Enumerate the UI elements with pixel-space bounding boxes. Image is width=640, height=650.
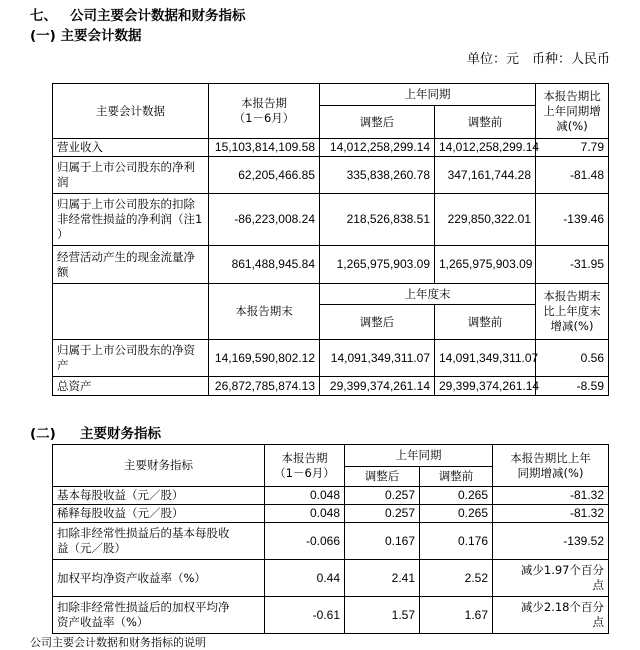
- accounting-data-table: [52, 83, 609, 396]
- table-row: [53, 246, 609, 284]
- cell-adjusted-after: 0.257: [345, 505, 420, 523]
- cell-adjusted-after: 0.257: [345, 487, 420, 505]
- table-row: [53, 377, 609, 396]
- cell-change: 7.79: [536, 139, 609, 157]
- cell-adjusted-before: 1.67: [420, 597, 493, 634]
- cell-adjusted-before: 347,161,744.28: [435, 157, 536, 194]
- table-row: [53, 194, 609, 246]
- row-label: 归属于上市公司股东的净利 润: [53, 157, 209, 194]
- table-row: [53, 157, 609, 194]
- cell-current: 0.44: [265, 560, 345, 597]
- cell-adjusted-before: 0.176: [420, 523, 493, 560]
- row-label: 加权平均净资产收益率（%）: [53, 560, 265, 597]
- cell-current: 26,872,785,874.13: [209, 377, 320, 396]
- header2-current: 本报告期末: [209, 284, 320, 340]
- cell-current: 861,488,945.84: [209, 246, 320, 284]
- header-last-year: 上年同期: [345, 445, 493, 467]
- cell-change: -81.32: [493, 505, 609, 523]
- cell-adjusted-after: 14,091,349,311.07: [320, 340, 435, 377]
- table-row: [53, 597, 609, 634]
- row-label: 基本每股收益（元／股）: [53, 487, 265, 505]
- header2-adjusted-after: 调整后: [320, 305, 435, 340]
- cell-change: 减少1.97个百分 点: [493, 560, 609, 597]
- cell-adjusted-after: 29,399,374,261.14: [320, 377, 435, 396]
- cell-adjusted-after: 218,526,838.51: [320, 194, 435, 246]
- cell-current: -86,223,008.24: [209, 194, 320, 246]
- row-label: 归属于上市公司股东的净资 产: [53, 340, 209, 377]
- table-row: [53, 487, 609, 505]
- cell-current: 14,169,590,802.12: [209, 340, 320, 377]
- header-current: 本报告期 （1－6月）: [265, 445, 345, 487]
- table-row: [53, 139, 609, 157]
- cell-change: -139.52: [493, 523, 609, 560]
- cell-change: -139.46: [536, 194, 609, 246]
- header-adjusted-before: 调整前: [435, 106, 536, 139]
- row-label: 总资产: [53, 377, 209, 396]
- cell-current: 62,205,466.85: [209, 157, 320, 194]
- header-adjusted-after: 调整后: [345, 467, 420, 487]
- cell-adjusted-before: 14,091,349,311.07: [435, 340, 536, 377]
- part2-heading: [30, 422, 161, 442]
- cell-adjusted-before: 2.52: [420, 560, 493, 597]
- cell-adjusted-after: 1,265,975,903.09: [320, 246, 435, 284]
- cell-change: 0.56: [536, 340, 609, 377]
- row-label: 营业收入: [53, 139, 209, 157]
- currency-unit: 单位：元 币种：人民币: [466, 52, 610, 67]
- section-heading: [30, 4, 246, 24]
- cell-change: -81.48: [536, 157, 609, 194]
- table-row: [53, 560, 609, 597]
- row-label: 经营活动产生的现金流量净 额: [53, 246, 209, 284]
- section-title: 公司主要会计数据和财务指标: [70, 8, 246, 24]
- header-change: 本报告期比上年 同期增减(%): [493, 445, 609, 487]
- table-row: [53, 523, 609, 560]
- cell-adjusted-before: 1,265,975,903.09: [435, 246, 536, 284]
- header-current: 本报告期 （1－6月）: [209, 84, 320, 139]
- cell-adjusted-before: 229,850,322.01: [435, 194, 536, 246]
- header-adjusted-before: 调整前: [420, 467, 493, 487]
- cell-change: -31.95: [536, 246, 609, 284]
- cell-adjusted-before: 0.265: [420, 487, 493, 505]
- row-label: 扣除非经常性损益后的基本每股收 益（元／股）: [53, 523, 265, 560]
- financial-indicators-table: [52, 444, 609, 634]
- footnote: 公司主要会计数据和财务指标的说明: [30, 636, 206, 649]
- cell-current: 0.048: [265, 505, 345, 523]
- part2-title: 主要财务指标: [80, 426, 161, 442]
- cell-current: 0.048: [265, 487, 345, 505]
- header-last-year: 上年同期: [320, 84, 536, 106]
- cell-adjusted-after: 1.57: [345, 597, 420, 634]
- cell-adjusted-after: 335,838,260.78: [320, 157, 435, 194]
- header2-change: 本报告期末 比上年度末 增减(%): [536, 284, 609, 340]
- cell-change: 减少2.18个百分 点: [493, 597, 609, 634]
- header-change: 本报告期比 上年同期增 减(%): [536, 84, 609, 139]
- header-item: 主要会计数据: [53, 84, 209, 139]
- section-number: 七、: [30, 8, 57, 24]
- table-row: [53, 505, 609, 523]
- row-label: 扣除非经常性损益后的加权平均净 资产收益率（%）: [53, 597, 265, 634]
- table-row: [53, 340, 609, 377]
- cell-adjusted-after: 0.167: [345, 523, 420, 560]
- header-item: 主要财务指标: [53, 445, 265, 487]
- cell-adjusted-after: 14,012,258,299.14: [320, 139, 435, 157]
- part2-number: (二): [30, 426, 56, 442]
- row-label: 归属于上市公司股东的扣除 非经常性损益的净利润（注1 ）: [53, 194, 209, 246]
- cell-adjusted-after: 2.41: [345, 560, 420, 597]
- part1-title: (一) 主要会计数据: [30, 28, 142, 44]
- cell-change: -81.32: [493, 487, 609, 505]
- header2-adjusted-before: 调整前: [435, 305, 536, 340]
- cell-current: 15,103,814,109.58: [209, 139, 320, 157]
- cell-current: -0.61: [265, 597, 345, 634]
- cell-adjusted-before: 29,399,374,261.14: [435, 377, 536, 396]
- cell-current: -0.066: [265, 523, 345, 560]
- cell-adjusted-before: 0.265: [420, 505, 493, 523]
- header-adjusted-after: 调整后: [320, 106, 435, 139]
- row-label: 稀释每股收益（元／股）: [53, 505, 265, 523]
- header-item-blank: [53, 284, 209, 340]
- cell-adjusted-before: 14,012,258,299.14: [435, 139, 536, 157]
- header2-last-year: 上年度末: [320, 284, 536, 305]
- cell-change: -8.59: [536, 377, 609, 396]
